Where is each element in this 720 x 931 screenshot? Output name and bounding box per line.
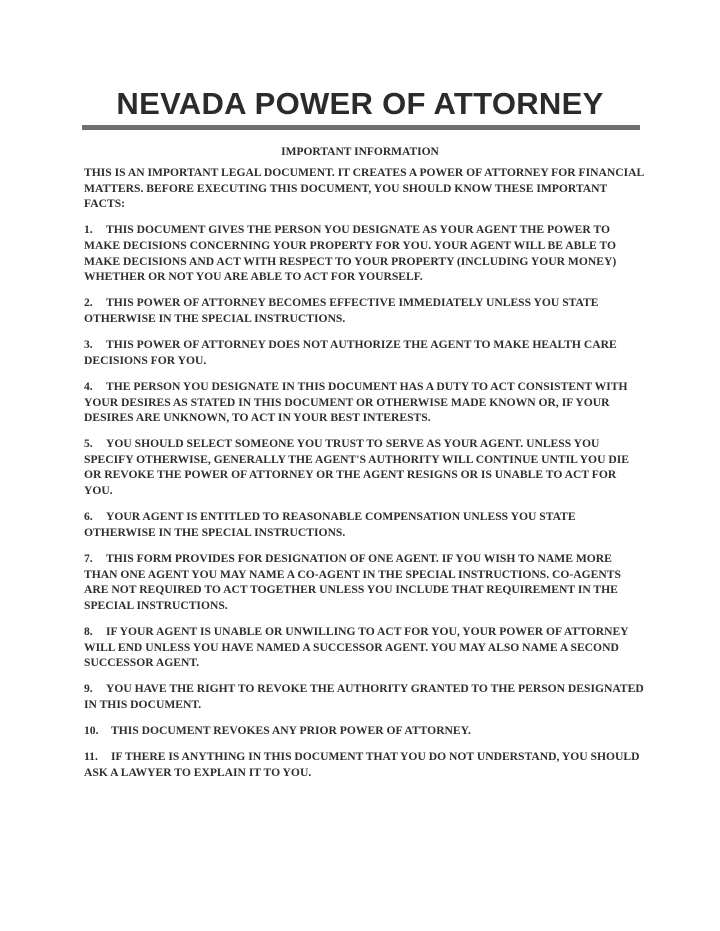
item-number: 4. <box>84 379 93 393</box>
item-text: IF THERE IS ANYTHING IN THIS DOCUMENT THAT YOU DO NOT UNDERSTAND, YOU SHOULD ASK A LAWYER TO EXPLAIN IT TO YOU. <box>84 750 640 779</box>
numbered-item <box>84 749 644 780</box>
item-text: YOUR AGENT IS ENTITLED TO REASONABLE COMPENSATION UNLESS YOU STATE OTHERWISE IN THE SPECIAL INSTRUCTIONS. <box>84 510 576 539</box>
item-number: 8. <box>84 625 93 638</box>
numbered-item <box>84 222 644 284</box>
item-text: THIS FORM PROVIDES FOR DESIGNATION OF ONE AGENT. IF YOU WISH TO NAME MORE THAN ONE AGENT YOU MAY NAME A CO-AGENT IN THE SPECIAL INSTRUCTIONS. CO-AGENTS ARE NOT REQUIRED TO ACT TOGETHER UNLESS YOU INCLUDE THAT REQUIREMENT IN THE SPECIAL INSTRUCTIONS. <box>84 552 621 612</box>
numbered-item <box>84 337 644 368</box>
item-text: YOU SHOULD SELECT SOMEONE YOU TRUST TO SERVE AS YOUR AGENT. UNLESS YOU SPECIFY OTHERWISE, GENERALLY THE AGENT'S AUTHORITY WILL CONTINUE UNTIL YOU DIE OR REVOKE THE POWER OF ATTORNEY OR THE AGENT RESIGNS OR IS UNABLE TO ACT FOR YOU. <box>84 437 629 498</box>
item-text: THE PERSON YOU DESIGNATE IN THIS DOCUMENT HAS A DUTY TO ACT CONSISTENT WITH YOUR DESIRES AS STATED IN THIS DOCUMENT OR OTHERWISE MADE KNOWN OR, IF YOUR DESIRES ARE UNKNOWN, TO ACT IN YOUR BEST INTERESTS. <box>84 379 628 425</box>
item-text: THIS DOCUMENT GIVES THE PERSON YOU DESIGNATE AS YOUR AGENT THE POWER TO MAKE DECISIONS CONCERNING YOUR PROPERTY FOR YOU. YOUR AGENT WILL BE ABLE TO MAKE DECISIONS AND ACT WITH RESPECT TO YOUR PROPERTY (INCLUDING YOUR MONEY) WHETHER OR NOT YOU ARE ABLE TO ACT FOR YOURSELF. <box>84 223 617 284</box>
item-text: THIS POWER OF ATTORNEY BECOMES EFFECTIVE IMMEDIATELY UNLESS YOU STATE OTHERWISE IN THE SPECIAL INSTRUCTIONS. <box>84 296 599 325</box>
numbered-item <box>84 379 644 426</box>
item-number: 7. <box>84 552 93 566</box>
item-text: THIS DOCUMENT REVOKES ANY PRIOR POWER OF ATTORNEY. <box>111 724 471 738</box>
numbered-item <box>84 551 644 613</box>
item-number: 6. <box>84 510 93 524</box>
intro-paragraph: THIS IS AN IMPORTANT LEGAL DOCUMENT. IT CREATES A POWER OF ATTORNEY FOR FINANCIAL MATTERS. BEFORE EXECUTING THIS DOCUMENT, YOU SHOULD KNOW THESE IMPORTANT FACTS: <box>84 166 644 211</box>
item-number: 11. <box>84 750 98 764</box>
numbered-item <box>84 436 644 498</box>
item-number: 1. <box>84 223 93 237</box>
item-number: 9. <box>84 682 93 696</box>
document-body <box>84 165 644 791</box>
numbered-item <box>84 624 644 671</box>
numbered-item <box>84 509 644 540</box>
item-text: YOU HAVE THE RIGHT TO REVOKE THE AUTHORITY GRANTED TO THE PERSON DESIGNATED IN THIS DOCUMENT. <box>84 682 644 711</box>
numbered-item <box>84 723 644 739</box>
item-number: 10. <box>84 724 99 738</box>
section-heading: IMPORTANT INFORMATION <box>281 146 439 158</box>
item-number: 2. <box>84 296 93 310</box>
item-number: 3. <box>84 338 93 352</box>
document-title: NEVADA POWER OF ATTORNEY <box>116 86 604 121</box>
item-number: 5. <box>84 437 93 451</box>
title-divider <box>82 125 640 130</box>
numbered-item <box>84 295 644 326</box>
numbered-item <box>84 681 644 712</box>
item-text: THIS POWER OF ATTORNEY DOES NOT AUTHORIZE THE AGENT TO MAKE HEALTH CARE DECISIONS FOR YOU. <box>84 338 617 367</box>
item-text: IF YOUR AGENT IS UNABLE OR UNWILLING TO ACT FOR YOU, YOUR POWER OF ATTORNEY WILL END UNLESS YOU HAVE NAMED A SUCCESSOR AGENT. YOU MAY ALSO NAME A SECOND SUCCESSOR AGENT. <box>84 625 629 670</box>
